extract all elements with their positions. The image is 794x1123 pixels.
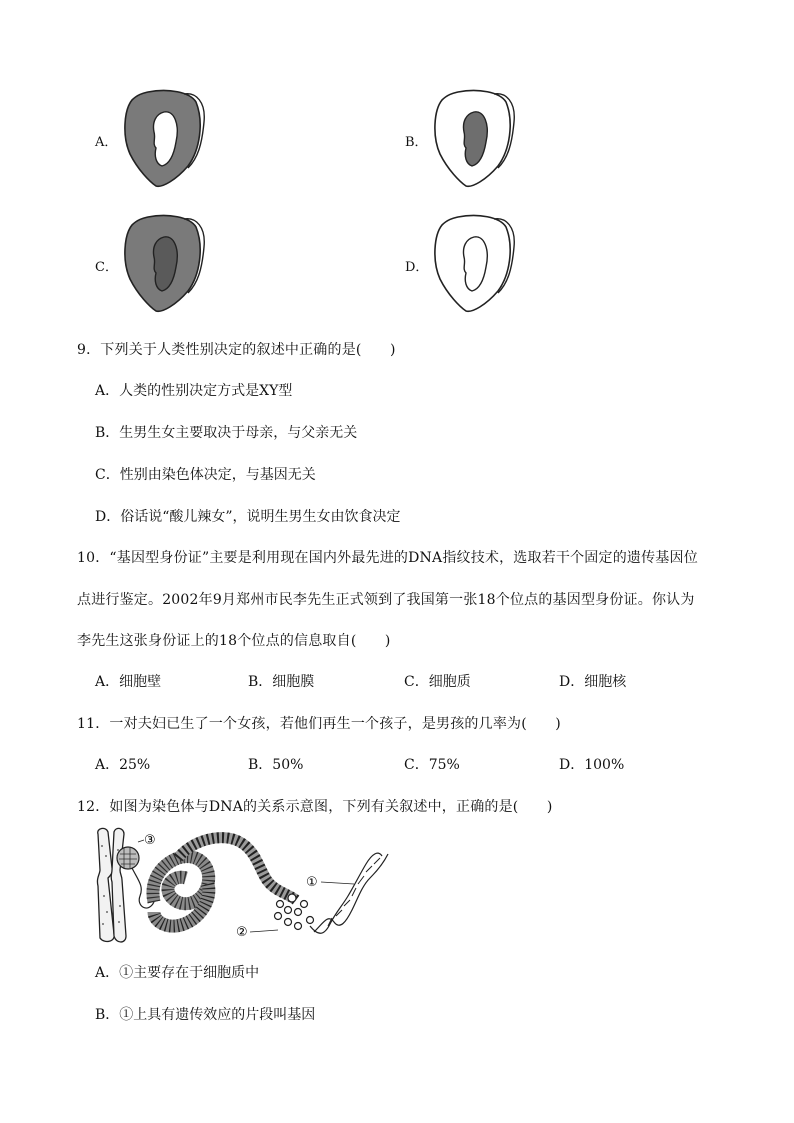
question-9-stem: 9．下列关于人类性别决定的叙述中正确的是( ) (77, 342, 396, 358)
q9-option-c: C．性别由染色体决定，与基因无关 (95, 467, 316, 483)
seed-figure-b (428, 88, 518, 188)
q12-option-a: A．①主要存在于细胞质中 (95, 965, 260, 981)
q8-option-a-label: A． (95, 135, 118, 150)
coiled-chromatin (153, 838, 296, 926)
dna-double-helix (310, 853, 388, 933)
seed-figure-d (428, 213, 518, 313)
q11-option-c: C．75% (404, 757, 460, 773)
q8-option-d-label: D． (405, 260, 429, 275)
q12-option-b: B．①上具有遗传效应的片段叫基因 (95, 1007, 316, 1023)
magnified-region (117, 847, 139, 869)
nucleosome-beads (275, 894, 314, 930)
q8-option-b-label: B． (405, 135, 428, 150)
q9-option-d: D．俗话说“酸儿辣女”，说明生男生女由饮食决定 (95, 509, 401, 525)
q10-option-d: D．细胞核 (559, 674, 627, 690)
q11-option-a: A．25% (95, 757, 151, 773)
q11-option-d: D．100% (559, 757, 625, 773)
label-2: ② (236, 925, 248, 940)
question-10-stem-line-3: 李先生这张身份证上的18个位点的信息取自( ) (77, 633, 391, 649)
question-12-stem: 12．如图为染色体与DNA的关系示意图，下列有关叙述中，正确的是( ) (77, 799, 553, 815)
q10-option-b: B．细胞膜 (248, 674, 315, 690)
question-10-stem-line-2: 点进行鉴定。2002年9月郑州市民李先生正式领到了我国第一张18个位点的基因型身份证。你认为 (77, 592, 695, 608)
q9-option-b: B．生男生女主要取决于母亲，与父亲无关 (95, 425, 358, 441)
q10-option-a: A．细胞壁 (95, 674, 162, 690)
q11-option-b: B．50% (248, 757, 304, 773)
label-1: ① (306, 875, 318, 890)
seed-figure-c (118, 213, 208, 313)
question-10-stem-line-1: 10．“基因型身份证”主要是利用现在国内外最先进的DNA指纹技术，选取若干个固定的遗传基因位 (77, 550, 698, 566)
q9-option-a: A．人类的性别决定方式是XY型 (95, 383, 293, 399)
question-11-stem: 11．一对夫妇已生了一个女孩，若他们再生一个孩子，是男孩的几率为( ) (77, 716, 561, 732)
label-3: ③ (144, 833, 156, 848)
q10-option-c: C．细胞质 (404, 674, 471, 690)
chromosome-dna-diagram (92, 826, 402, 946)
seed-figure-a (118, 88, 208, 188)
q8-option-c-label: C． (95, 260, 118, 275)
